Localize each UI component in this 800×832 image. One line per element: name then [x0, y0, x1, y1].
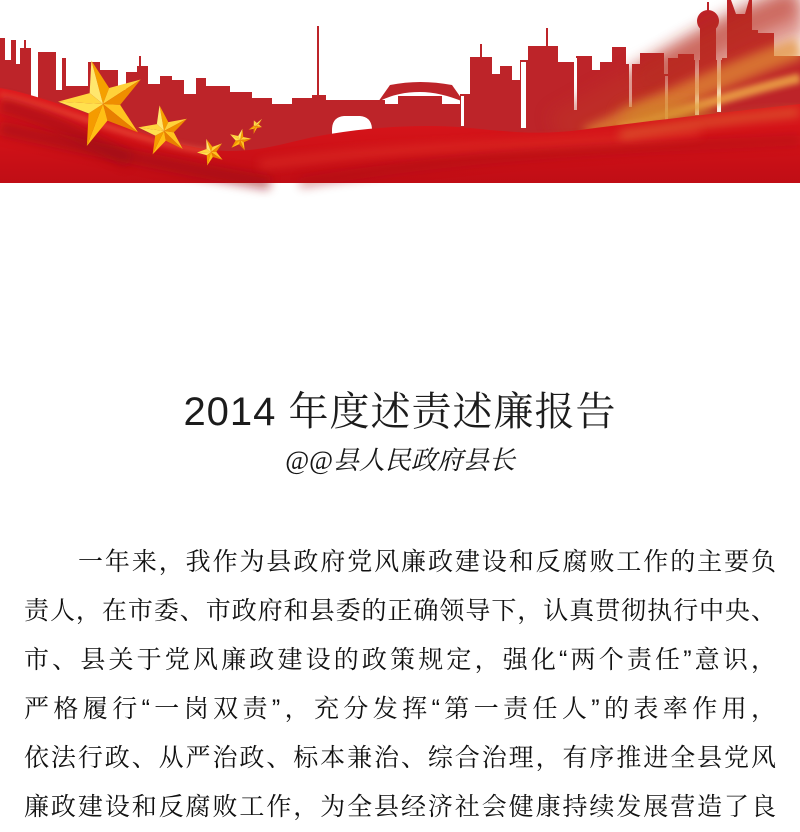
report-author-line: @@县人民政府县长 [285, 446, 515, 475]
report-title: 2014 年度述责述廉报告 [183, 390, 617, 434]
body-line-6: 廉政建设和反腐败工作，为全县经济社会健康持续发展营造了良 [24, 793, 776, 821]
banner-graphic [0, 0, 800, 183]
body-line-5: 依法行政、从严治政、标本兼治、综合治理，有序推进全县党风 [24, 744, 776, 772]
body-line-1: 一年来，我作为县政府党风廉政建设和反腐败工作的主要负 [78, 548, 776, 576]
header-banner [0, 0, 800, 183]
body-line-3: 市、县关于党风廉政建设的政策规定，强化“两个责任”意识， [24, 646, 776, 674]
report-body [0, 538, 800, 832]
body-line-2: 责人，在市委、市政府和县委的正确领导下，认真贯彻执行中央、 [24, 597, 776, 625]
body-line-4: 严格履行“一岗双责”，充分发挥“第一责任人”的表率作用， [24, 695, 776, 723]
